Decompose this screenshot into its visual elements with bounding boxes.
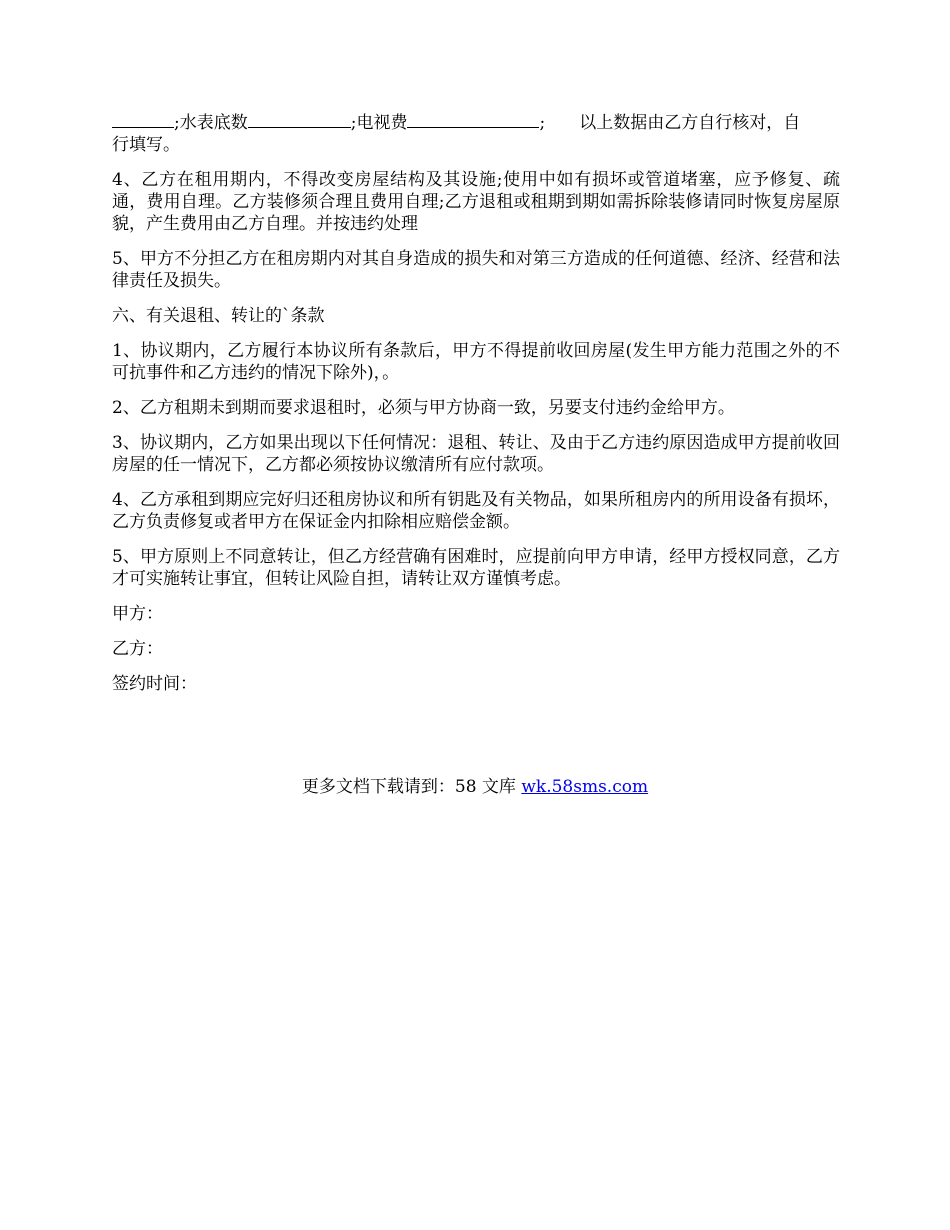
party-a-signature: 甲方： xyxy=(112,604,163,624)
water-meter-blank xyxy=(248,112,351,128)
blank-field xyxy=(112,112,174,128)
clause-paragraph: 1、协议期内，乙方履行本协议所有条款后，甲方不得提前收回房屋(发生甲方能力范围之外的不可抗事件和乙方违约的情况下除外)，。 xyxy=(112,341,840,383)
meter-readings-line xyxy=(112,112,840,134)
clause-paragraph: 5、甲方不分担乙方在租房期内对其自身造成的损失和对第三方造成的任何道德、经济、经营和法律责任及损失。 xyxy=(112,249,840,291)
footer xyxy=(0,776,950,798)
verification-note: 以上数据由乙方自行核对，自 xyxy=(579,113,801,133)
clause-paragraph: 2、乙方租期未到期而要求退租时，必须与甲方协商一致，另要支付违约金给甲方。 xyxy=(112,398,735,418)
clause-paragraph: 4、乙方承租到期应完好归还租房协议和所有钥匙及有关物品，如果所租房内的所用设备有损坏，乙方负责修复或者甲方在保证金内扣除相应赔偿金额。 xyxy=(112,490,840,532)
section-heading: 六、有关退租、转让的`条款 xyxy=(112,306,325,326)
tv-fee-label: ;电视费 xyxy=(350,113,408,133)
document-body xyxy=(112,112,840,708)
clause-paragraph: 3、协议期内，乙方如果出现以下任何情况：退租、转让、及由于乙方违约原因造成甲方提前收回房屋的任一情况下，乙方都必须按协议缴清所有应付款项。 xyxy=(112,433,840,475)
footer-text: 更多文档下载请到：58 文库 xyxy=(301,777,522,797)
tv-fee-blank xyxy=(407,112,539,128)
party-b-signature: 乙方： xyxy=(112,639,163,659)
semicolon: ; xyxy=(539,113,546,133)
footer-link[interactable]: wk.58sms.com xyxy=(521,777,649,797)
verification-note-continued: 行填写。 xyxy=(112,135,180,155)
water-meter-label: ;水表底数 xyxy=(174,113,248,133)
clause-paragraph: 4、乙方在租用期内，不得改变房屋结构及其设施;使用中如有损坏或管道堵塞，应予修复、疏通，费用自理。乙方装修须合理且费用自理;乙方退租或租期到期如需拆除装修请同时恢复房屋原貌，产生费用由乙方自理。并按违约处理 xyxy=(112,170,840,234)
meter-readings-paragraph xyxy=(112,112,840,156)
clause-paragraph: 5、甲方原则上不同意转让，但乙方经营确有困难时，应提前向甲方申请，经甲方授权同意，乙方才可实施转让事宜，但转让风险自担，请转让双方谨慎考虑。 xyxy=(112,547,840,589)
signing-date: 签约时间： xyxy=(112,674,197,694)
